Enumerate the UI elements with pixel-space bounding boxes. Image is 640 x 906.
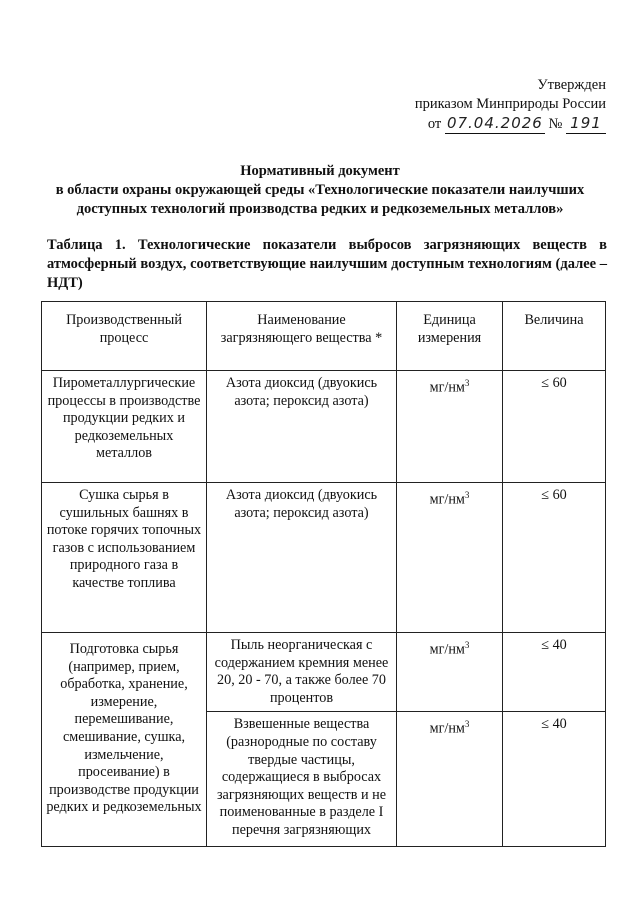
table-row xyxy=(42,371,606,483)
cell-unit xyxy=(397,712,503,847)
indicators-table xyxy=(41,301,606,847)
unit-exponent: 3 xyxy=(464,490,470,500)
handwritten-number: 191 xyxy=(566,114,606,134)
unit-exponent: 3 xyxy=(464,719,470,730)
cell-unit xyxy=(397,371,503,483)
approval-order: приказом Минприроды России xyxy=(414,96,606,112)
header-unit: Единица измерения xyxy=(397,302,503,371)
unit-base: мг/нм xyxy=(429,641,465,658)
header-substance: Наименование загрязняющего вещества * xyxy=(207,302,397,371)
number-sign: № xyxy=(548,116,563,132)
header-value: Величина xyxy=(503,302,606,371)
approval-date-line xyxy=(415,114,606,134)
cell-process: Подготовка сырья (например, прием, обработка, хранение, измерение, перемешивание, смешивание, сушка, измельчение, просеивание) в производстве продукции редких и редкоземельных xyxy=(42,633,207,847)
cell-unit xyxy=(397,483,503,633)
unit-exponent: 3 xyxy=(464,640,470,650)
cell-value: ≤ 40 xyxy=(503,633,606,712)
cell-unit xyxy=(397,633,503,712)
cell-substance: Азота диоксид (двуокись азота; пероксид азота) xyxy=(207,371,397,483)
table-row xyxy=(42,633,606,712)
header-process: Производственный процесс xyxy=(42,302,207,371)
unit-base: мг/нм xyxy=(429,379,465,396)
table-caption: Таблица 1. Технологические показатели выбросов загрязняющих веществ в атмосферный воздух, соответствующие наилучшим доступным технологиям (далее – НДТ) xyxy=(47,237,607,291)
date-prefix: от xyxy=(427,116,442,132)
cell-substance: Взвешенные вещества (разнородные по составу твердые частицы, содержащиеся в выбросах загрязняющих веществ и не поименованные в разделе I перечня загрязняющих xyxy=(207,712,397,847)
unit-base: мг/нм xyxy=(429,491,465,508)
handwritten-date: 07.04.2026 xyxy=(445,114,545,134)
cell-value: ≤ 60 xyxy=(503,483,606,633)
table-header-row xyxy=(42,302,606,371)
title-line-2: в области охраны окружающей среды «Технологические показатели наилучших xyxy=(55,182,585,198)
unit-exponent: 3 xyxy=(464,378,470,388)
table-row xyxy=(42,483,606,633)
approval-title: Утвержден xyxy=(537,77,606,93)
unit-base: мг/нм xyxy=(429,721,465,738)
title-line-1: Нормативный документ xyxy=(240,163,400,179)
title-line-3: доступных технологий производства редких и редкоземельных металлов» xyxy=(76,201,564,217)
document-title xyxy=(20,162,620,219)
approval-block xyxy=(415,76,606,134)
cell-substance: Пыль неорганическая с содержанием кремния менее 20, 20 - 70, а также более 70 процентов xyxy=(207,633,397,712)
cell-process: Пирометаллургические процессы в производстве продукции редких и редкоземельных металлов xyxy=(42,371,207,483)
cell-substance: Азота диоксид (двуокись азота; пероксид азота) xyxy=(207,483,397,633)
cell-process: Сушка сырья в сушильных башнях в потоке горячих топочных газов с использованием природного газа в качестве топлива xyxy=(42,483,207,633)
cell-value: ≤ 40 xyxy=(503,712,606,847)
cell-value: ≤ 60 xyxy=(503,371,606,483)
